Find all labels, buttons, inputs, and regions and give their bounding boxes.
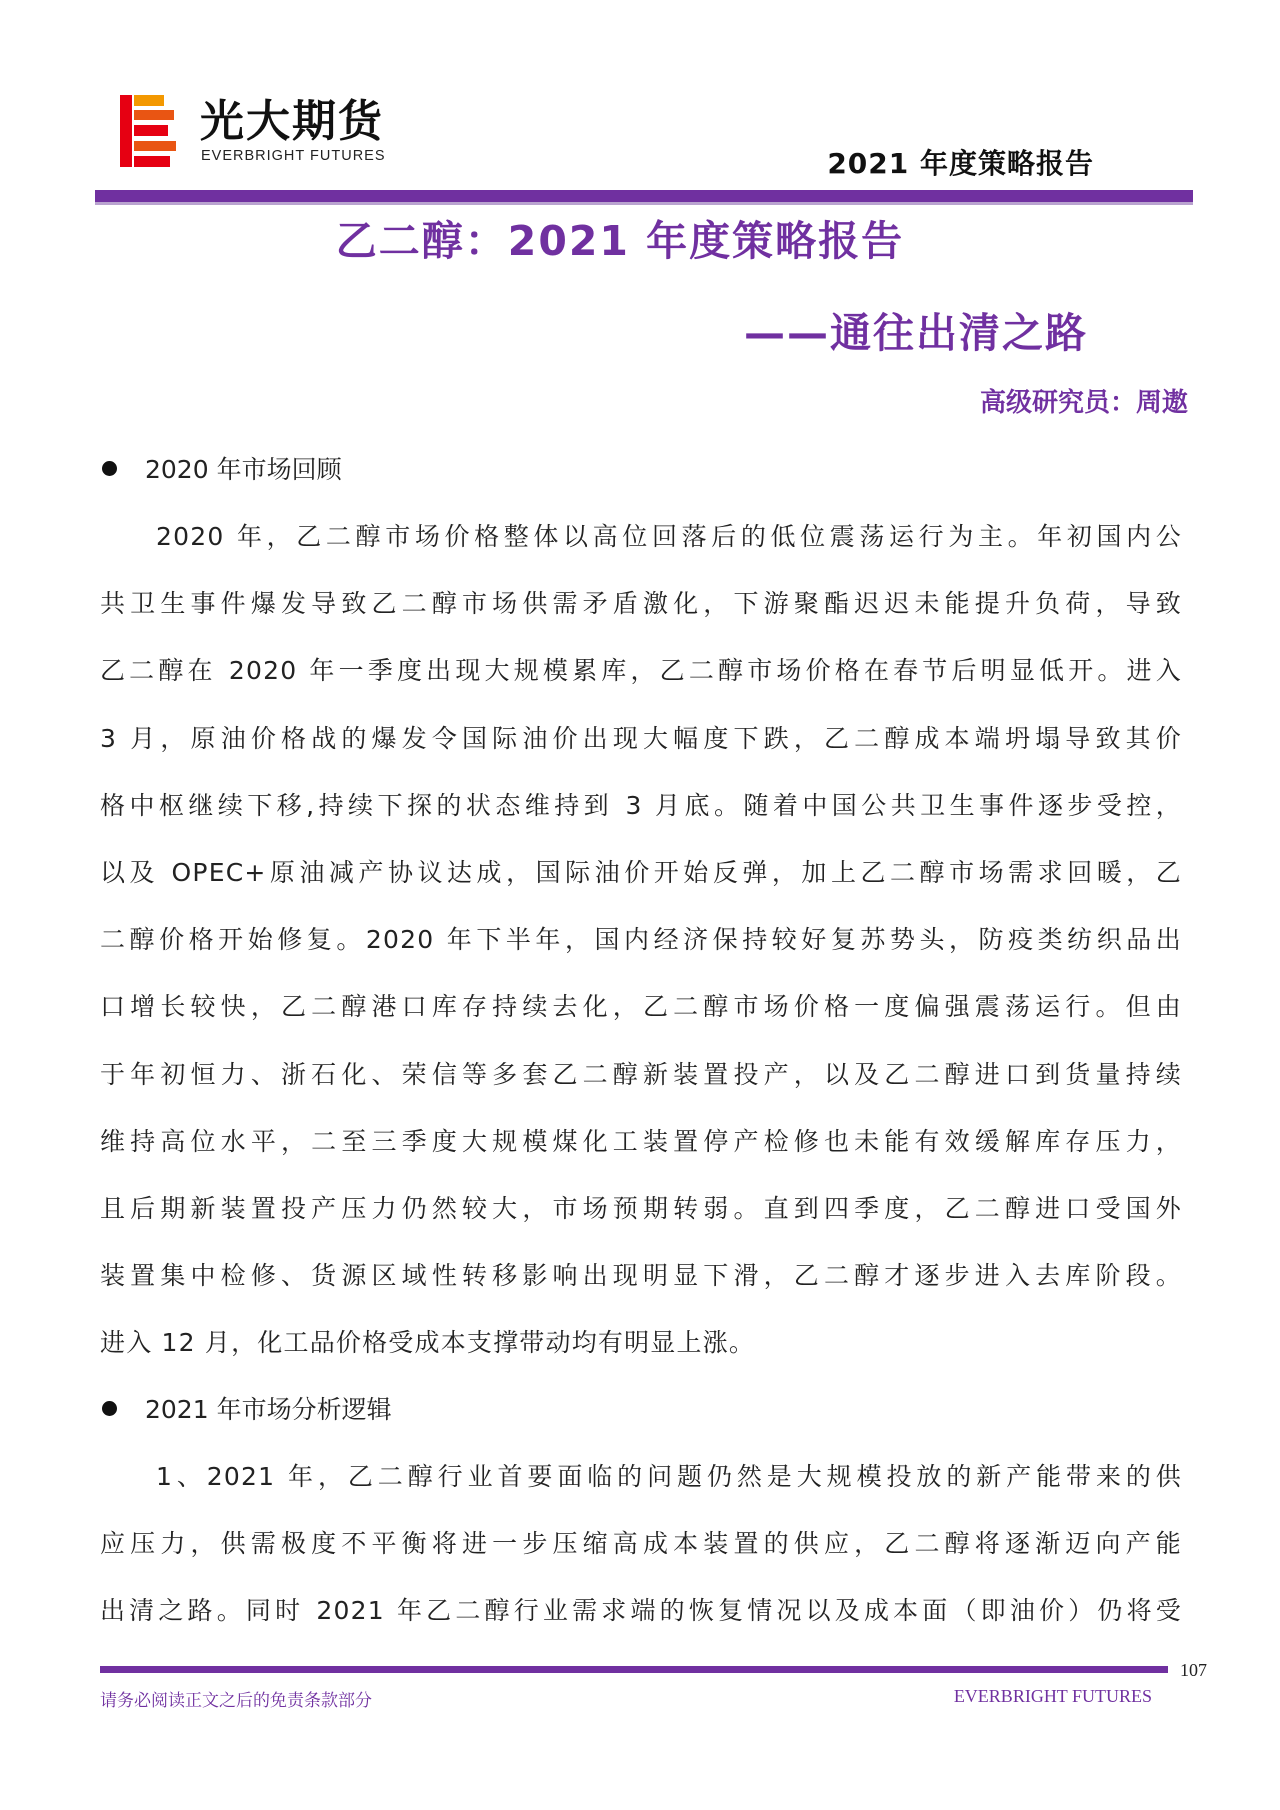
everbright-logo-icon <box>120 95 178 167</box>
bullet-icon <box>102 1401 117 1416</box>
report-header-title: 2021 年度策略报告 <box>827 147 1094 180</box>
document-subtitle: ——通往出清之路 <box>744 309 1088 357</box>
section-heading: 2020 年市场回顾 <box>102 450 342 486</box>
document-title: 乙二醇：2021 年度策略报告 <box>335 217 905 265</box>
section-paragraph <box>100 1443 1182 1645</box>
section-heading: 2021 年市场分析逻辑 <box>102 1390 392 1426</box>
author-line: 高级研究员：周遨 <box>979 388 1188 418</box>
paragraph-line: 装置集中检修、货源区域性转移影响出现明显下滑，乙二醇才逐步进入去库阶段。 <box>100 1261 1182 1291</box>
paragraph-line: 格中枢继续下移,持续下探的状态维持到 3 月底。随着中国公共卫生事件逐步受控， <box>100 790 1182 820</box>
paragraph-line: 且后期新装置投产压力仍然较大，市场预期转弱。直到四季度，乙二醇进口受国外 <box>100 1194 1182 1224</box>
paragraph-line: 乙二醇在 2020 年一季度出现大规模累库，乙二醇市场价格在春节后明显低开。进入 <box>100 656 1182 686</box>
logo-english-name: EVERBRIGHT FUTURES <box>201 148 386 164</box>
footer-company-name: EVERBRIGHT FUTURES <box>953 1686 1152 1706</box>
footer-divider <box>100 1666 1168 1673</box>
disclaimer-note: 请务必阅读正文之后的免责条款部分 <box>100 1691 372 1711</box>
paragraph-line: 2020 年，乙二醇市场价格整体以高位回落后的低位震荡运行为主。年初国内公 <box>156 522 1182 551</box>
logo-chinese-name: 光大期货 <box>200 96 384 147</box>
page-number: 107 <box>1180 1660 1207 1680</box>
paragraph-line: 共卫生事件爆发导致乙二醇市场供需矛盾激化，下游聚酯迟迟未能提升负荷，导致 <box>100 589 1182 619</box>
paragraph-line: 应压力，供需极度不平衡将进一步压缩高成本装置的供应，乙二醇将逐渐迈向产能 <box>100 1529 1182 1559</box>
header-divider <box>95 190 1193 205</box>
paragraph-line: 口增长较快，乙二醇港口库存持续去化，乙二醇市场价格一度偏强震荡运行。但由 <box>100 992 1182 1022</box>
bullet-icon <box>102 461 117 476</box>
section-paragraph <box>100 503 1182 1377</box>
paragraph-line: 3 月，原油价格战的爆发令国际油价出现大幅度下跌，乙二醇成本端坍塌导致其价 <box>100 723 1182 753</box>
paragraph-line: 以及 OPEC+原油减产协议达成，国际油价开始反弹，加上乙二醇市场需求回暖，乙 <box>100 858 1182 888</box>
paragraph-line: 二醇价格开始修复。2020 年下半年，国内经济保持较好复苏势头，防疫类纺织品出 <box>100 925 1182 955</box>
paragraph-line: 出清之路。同时 2021 年乙二醇行业需求端的恢复情况以及成本面（即油价）仍将受 <box>100 1596 1182 1626</box>
paragraph-line: 进入 12 月，化工品价格受成本支撑带动均有明显上涨。 <box>100 1328 756 1358</box>
paragraph-line: 维持高位水平，二至三季度大规模煤化工装置停产检修也未能有效缓解库存压力， <box>100 1126 1182 1156</box>
paragraph-line: 于年初恒力、浙石化、荣信等多套乙二醇新装置投产，以及乙二醇进口到货量持续 <box>100 1059 1182 1089</box>
paragraph-line: 1、2021 年，乙二醇行业首要面临的问题仍然是大规模投放的新产能带来的供 <box>156 1462 1182 1491</box>
